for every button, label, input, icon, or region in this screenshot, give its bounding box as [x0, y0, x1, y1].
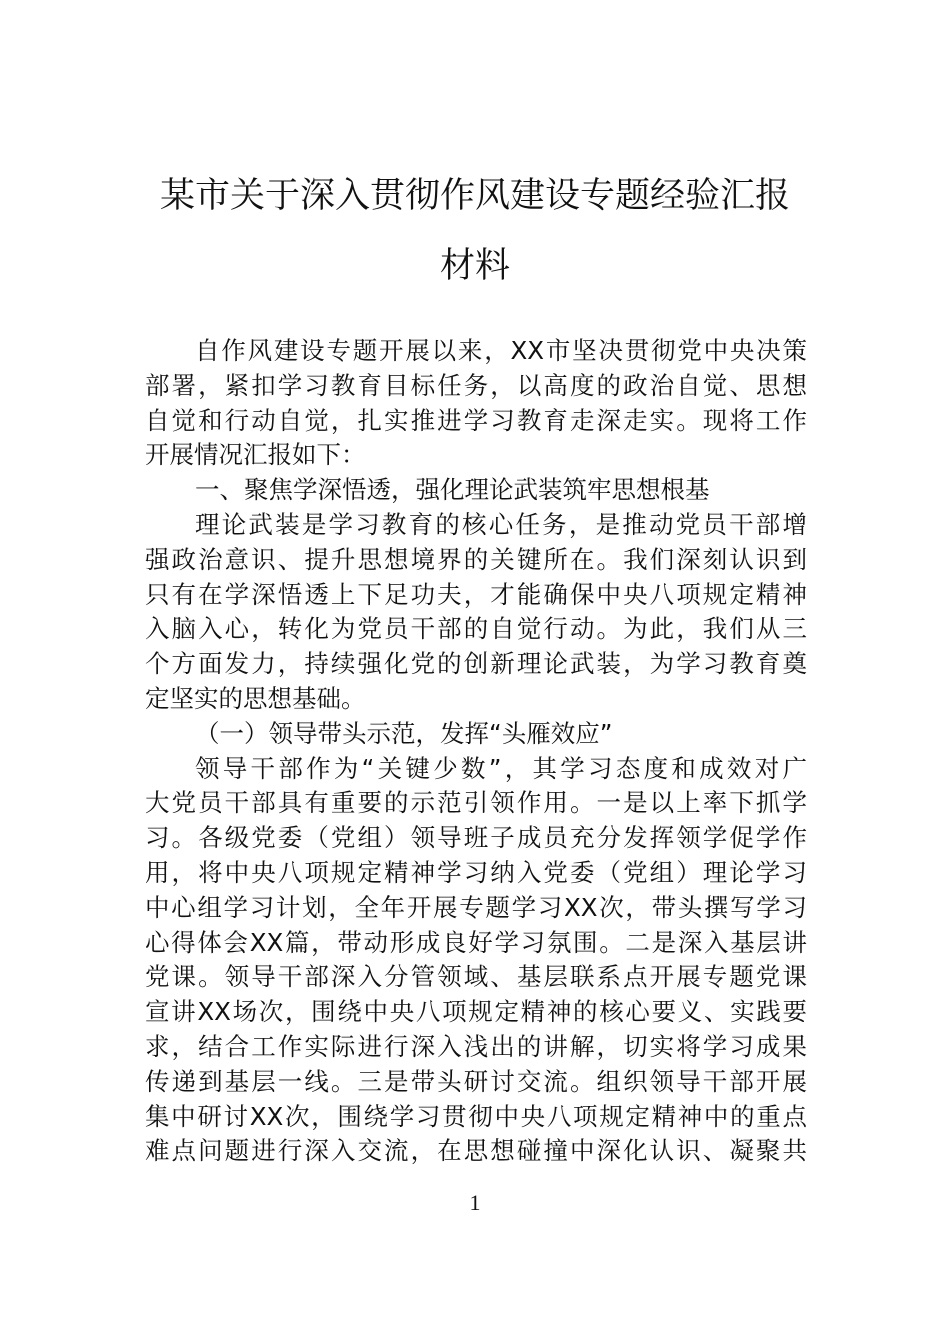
text-line: 习。各级党委（党组）领导班子成员充分发挥领学促学作 [145, 823, 807, 853]
text-line: 个方面发力，持续强化党的创新理论武装，为学习教育奠 [145, 649, 807, 679]
text-line: 传递到基层一线。三是带头研讨交流。组织领导干部开展 [145, 1066, 807, 1096]
text-line: 领导干部作为“关键少数”，其学习态度和成效对广 [195, 753, 807, 783]
document-title-line-2: 材料 [439, 246, 510, 286]
page-number: 1 [469, 1190, 481, 1215]
text-line: 开展情况汇报如下： [145, 440, 366, 470]
text-line: 强政治意识、提升思想境界的关键所在。我们深刻认识到 [145, 544, 807, 574]
text-line: 宣讲XX场次，围绕中央八项规定精神的核心要义、实践要 [145, 997, 807, 1027]
text-line: 中心组学习计划，全年开展专题学习XX次，带头撰写学习 [145, 892, 807, 922]
text-line: 只有在学深悟透上下足功夫，才能确保中央八项规定精神 [145, 579, 807, 609]
text-line: 用，将中央八项规定精神学习纳入党委（党组）理论学习 [145, 857, 807, 887]
text-line: 部署，紧扣学习教育目标任务，以高度的政治自觉、思想 [145, 370, 807, 400]
document-title-line-1: 某市关于深入贯彻作风建设专题经验汇报 [159, 176, 790, 216]
text-line: 求，结合工作实际进行深入浅出的讲解，切实将学习成果 [145, 1031, 807, 1061]
text-line: 一、聚焦学深悟透，强化理论武装筑牢思想根基 [195, 475, 710, 505]
text-line: 自作风建设专题开展以来，XX市坚决贯彻党中央决策 [195, 336, 807, 365]
text-line: 集中研讨XX次，围绕学习贯彻中央八项规定精神中的重点 [145, 1101, 807, 1131]
document-body [145, 334, 807, 1169]
text-line: 定坚实的思想基础。 [145, 683, 366, 713]
text-line: 心得体会XX篇，带动形成良好学习氛围。二是深入基层讲 [145, 927, 807, 957]
text-line: 难点问题进行深入交流，在思想碰撞中深化认识、凝聚共 [145, 1136, 807, 1166]
text-line: 党课。领导干部深入分管领域、基层联系点开展专题党课 [145, 962, 807, 992]
text-line: 自觉和行动自觉，扎实推进学习教育走深走实。现将工作 [145, 405, 807, 435]
text-line: 大党员干部具有重要的示范引领作用。一是以上率下抓学 [145, 788, 807, 818]
text-line: 入脑入心，转化为党员干部的自觉行动。为此，我们从三 [145, 614, 807, 644]
text-line: （一）领导带头示范，发挥“头雁效应” [195, 718, 613, 748]
text-line: 理论武装是学习教育的核心任务，是推动党员干部增 [195, 509, 807, 539]
